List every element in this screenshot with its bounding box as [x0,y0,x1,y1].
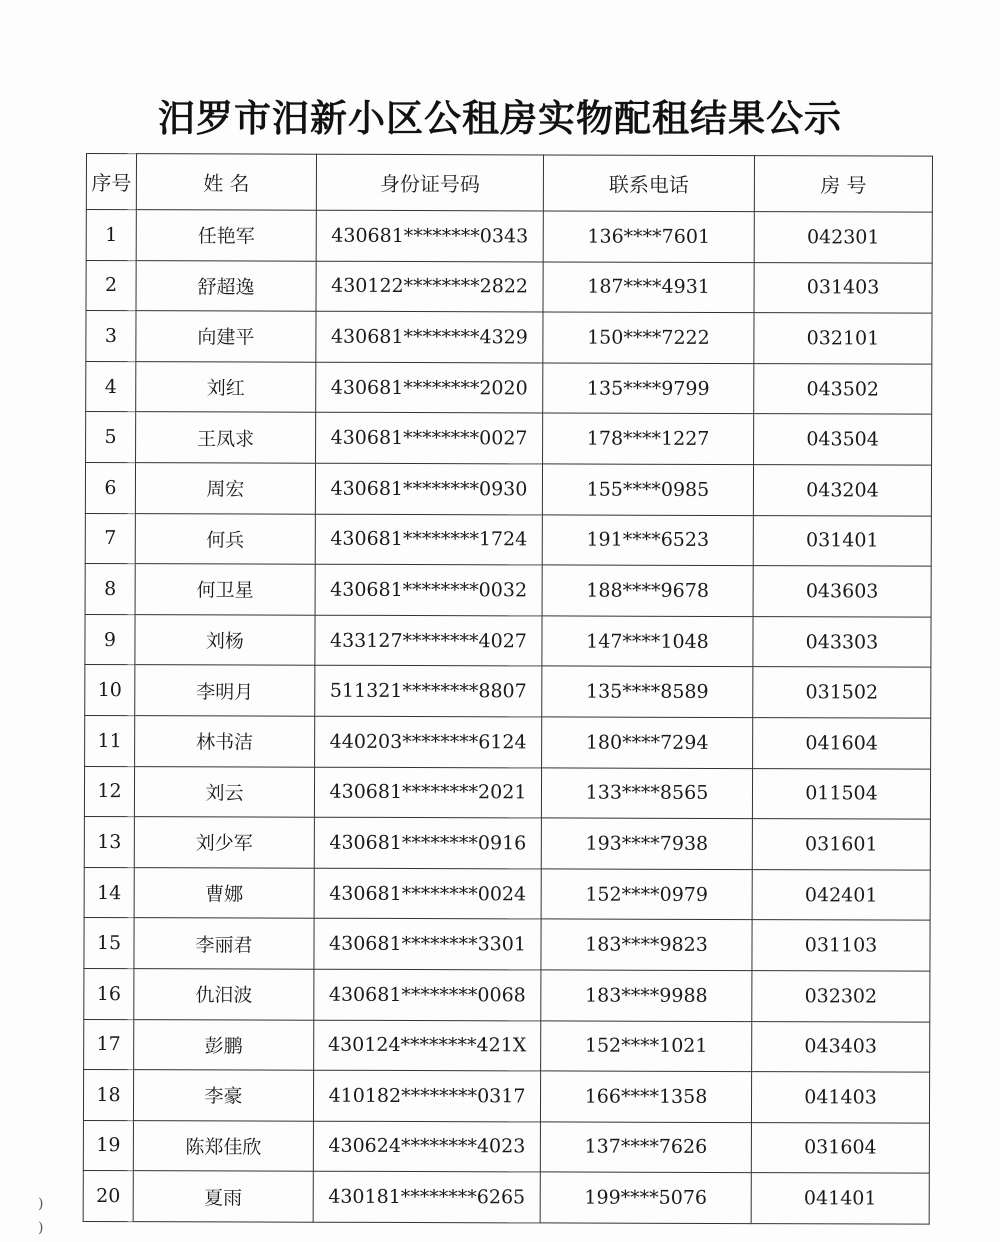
cell-phone: 199****5076 [540,1172,751,1223]
cell-room: 043403 [752,1021,930,1072]
cell-phone: 137****7626 [540,1122,751,1173]
table-row [84,817,930,870]
cell-name: 刘红 [136,361,316,412]
cell-phone: 147****1048 [542,616,753,667]
cell-room: 043204 [753,465,931,516]
cell-name: 刘少军 [134,817,314,868]
cell-seq: 8 [85,564,135,615]
cell-id-number: 511321********8807 [315,666,542,717]
cell-seq: 16 [84,968,134,1019]
cell-seq: 18 [83,1070,133,1121]
table-row [84,968,930,1021]
cell-phone: 155****0985 [542,464,753,515]
table-row [84,867,930,920]
cell-room: 043502 [754,363,932,414]
table-row [85,614,931,667]
cell-room: 031401 [753,515,931,566]
cell-room: 041401 [751,1173,929,1224]
cell-name: 何卫星 [135,564,315,615]
table-header-row [86,154,932,213]
table-row [86,412,932,465]
table-row [85,462,931,515]
cell-seq: 6 [85,462,135,513]
cell-id-number: 430681********2021 [314,767,541,818]
table-row [83,1171,929,1224]
cell-phone: 178****1227 [543,413,754,464]
cell-seq: 2 [86,260,136,311]
cell-room: 042301 [754,212,932,263]
allocation-table [83,153,933,1225]
cell-seq: 19 [83,1120,133,1171]
cell-phone: 133****8565 [541,767,752,818]
cell-name: 彭鹏 [134,1019,314,1070]
cell-phone: 180****7294 [542,717,753,768]
cell-id-number: 430681********2020 [316,362,543,413]
table-row [85,564,931,617]
table-row [83,1120,929,1173]
table-row [86,361,932,414]
cell-phone: 183****9823 [541,919,752,970]
table-row [84,1019,930,1072]
cell-room: 032101 [754,313,932,364]
cell-id-number: 410182********0317 [313,1070,540,1121]
cell-name: 李豪 [133,1070,313,1121]
cell-name: 夏雨 [133,1171,313,1222]
cell-seq: 7 [85,513,135,564]
cell-phone: 152****0979 [541,869,752,920]
header-phone: 联系电话 [543,155,754,212]
cell-seq: 9 [85,614,135,665]
cell-seq: 5 [86,412,136,463]
cell-phone: 166****1358 [540,1071,751,1122]
table-row [86,311,932,364]
margin-mark: ) [38,1196,44,1212]
cell-id-number: 430681********0024 [314,868,541,919]
cell-id-number: 430624********4023 [313,1121,540,1172]
cell-seq: 12 [84,766,134,817]
cell-phone: 152****1021 [541,1020,752,1071]
cell-phone: 188****9678 [542,565,753,616]
cell-name: 舒超逸 [136,260,316,311]
table-row [85,513,931,566]
cell-id-number: 430681********0027 [316,413,543,464]
cell-phone: 135****9799 [543,363,754,414]
cell-room: 032302 [752,971,930,1022]
cell-room: 043303 [753,616,931,667]
cell-room: 011504 [752,768,930,819]
cell-name: 李明月 [135,665,315,716]
cell-room: 041403 [751,1072,929,1123]
cell-name: 李丽君 [134,918,314,969]
cell-id-number: 430681********0930 [315,463,542,514]
cell-name: 刘云 [134,766,314,817]
cell-name: 林书洁 [135,716,315,767]
cell-id-number: 440203********6124 [315,716,542,767]
cell-seq: 11 [85,715,135,766]
cell-seq: 14 [84,867,134,918]
cell-room: 031601 [752,819,930,870]
cell-name: 曹娜 [134,867,314,918]
cell-seq: 20 [83,1171,133,1222]
cell-id-number: 433127********4027 [315,615,542,666]
cell-id-number: 430681********0916 [314,817,541,868]
cell-phone: 135****8589 [542,666,753,717]
header-seq: 序号 [86,154,136,210]
cell-id-number: 430681********0343 [316,210,543,261]
cell-id-number: 430122********2822 [316,261,543,312]
table-row [84,766,930,819]
cell-name: 陈郑佳欣 [133,1120,313,1171]
cell-phone: 193****7938 [541,818,752,869]
page-title: 汨罗市汨新小区公租房实物配租结果公示 [158,97,842,140]
header-name: 姓 名 [136,154,316,211]
header-id-number: 身份证号码 [316,154,543,211]
cell-id-number: 430681********4329 [316,311,543,362]
cell-seq: 3 [86,311,136,362]
cell-name: 仇汨波 [134,969,314,1020]
cell-seq: 10 [85,665,135,716]
header-room: 房 号 [754,156,932,213]
cell-room: 031403 [754,262,932,313]
cell-seq: 13 [84,817,134,868]
cell-phone: 150****7222 [543,312,754,363]
cell-id-number: 430124********421X [314,1020,541,1071]
cell-id-number: 430681********3301 [314,919,541,970]
cell-name: 周宏 [135,463,315,514]
cell-room: 031604 [751,1122,929,1173]
cell-seq: 15 [84,918,134,969]
cell-room: 031103 [752,920,930,971]
table-row [86,260,932,313]
cell-phone: 136****7601 [543,211,754,262]
cell-seq: 1 [86,210,136,261]
table-row [85,715,931,768]
cell-id-number: 430681********1724 [315,514,542,565]
cell-id-number: 430681********0068 [314,969,541,1020]
table-row [84,918,930,971]
cell-name: 向建平 [136,311,316,362]
cell-id-number: 430681********0032 [315,564,542,615]
cell-room: 041604 [753,718,931,769]
table-row [83,1070,929,1123]
cell-name: 刘杨 [135,614,315,665]
cell-id-number: 430181********6265 [313,1172,540,1223]
cell-room: 043504 [754,414,932,465]
table-body [83,210,932,1225]
cell-room: 043603 [753,566,931,617]
cell-room: 031502 [753,667,931,718]
cell-phone: 191****6523 [542,514,753,565]
table-row [85,665,931,718]
cell-name: 任艳军 [136,210,316,261]
cell-seq: 17 [84,1019,134,1070]
cell-name: 王凤求 [136,412,316,463]
cell-phone: 187****4931 [543,262,754,313]
cell-seq: 4 [86,361,136,412]
cell-room: 042401 [752,869,930,920]
margin-mark: ) [38,1220,44,1236]
cell-phone: 183****9988 [541,970,752,1021]
cell-name: 何兵 [135,513,315,564]
table-row [86,210,932,263]
